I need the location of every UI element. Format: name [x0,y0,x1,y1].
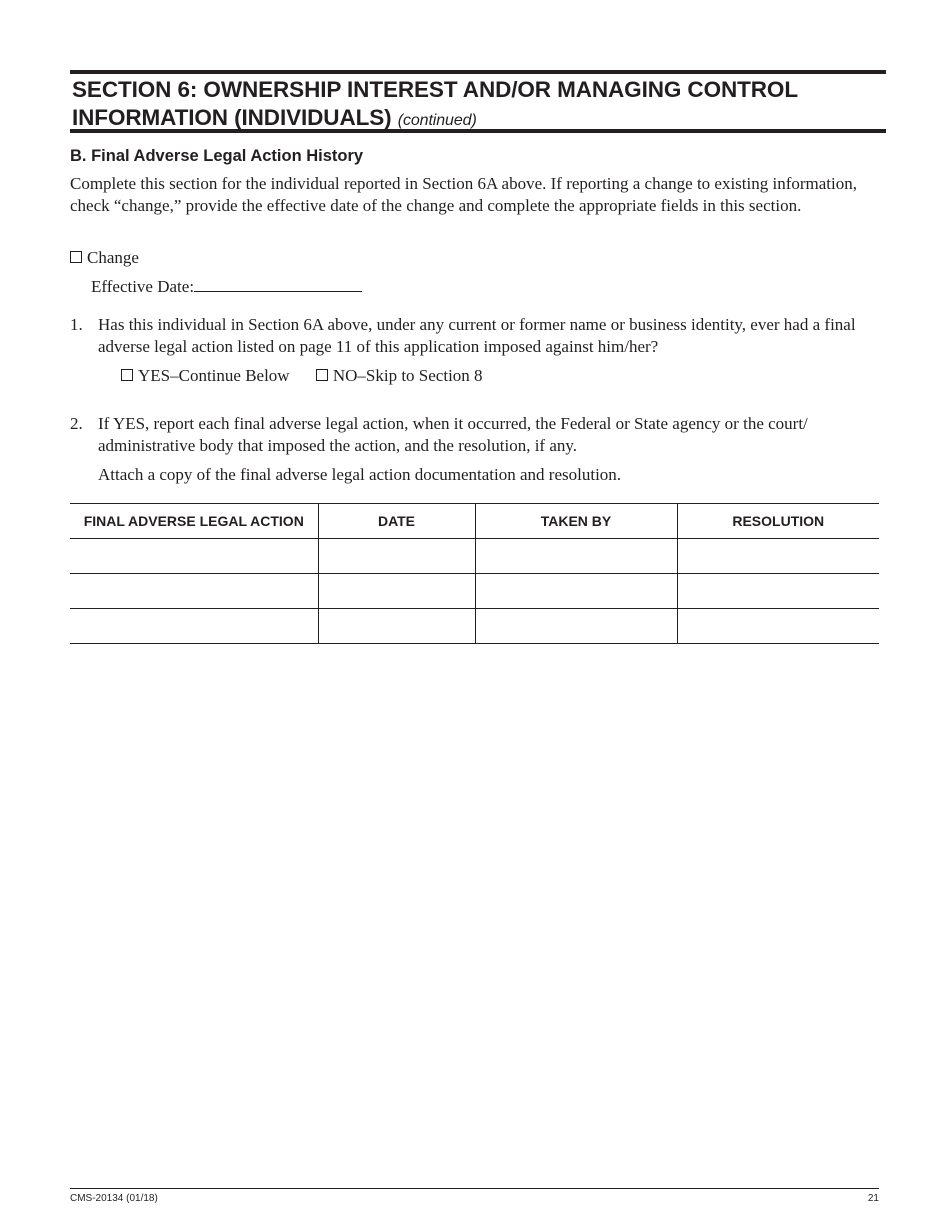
column-header-resolution: RESOLUTION [677,504,879,539]
effective-date-row [91,274,362,297]
effective-date-field[interactable] [194,274,362,292]
effective-date-label: Effective Date: [91,277,195,296]
cell-taken-by[interactable] [475,609,677,644]
yes-label: YES–Continue Below [138,366,290,385]
question-text: Has this individual in Section 6A above, under any current or former name or business identity, ever had a final adverse legal action listed on page 11 of this application imposed against him/her? [98,315,856,356]
attach-note: Attach a copy of the final adverse legal action documentation and resolution. [98,465,622,484]
cell-resolution[interactable] [677,539,879,574]
question-1-options [121,366,483,386]
adverse-action-table [70,503,879,644]
question-number: 1. [70,315,83,334]
section-title-line2: INFORMATION (INDIVIDUALS) [72,105,392,130]
yes-checkbox[interactable] [121,369,133,381]
table-row [70,609,879,644]
cell-resolution[interactable] [677,609,879,644]
footer-divider [70,1188,879,1189]
page-number: 21 [867,1193,879,1204]
change-checkbox[interactable] [70,251,82,263]
question-2 [70,413,882,457]
cell-action[interactable] [70,574,318,609]
continued-label: (continued) [397,112,477,129]
cell-date[interactable] [318,609,475,644]
column-header-taken-by: TAKEN BY [475,504,677,539]
intro-paragraph: Complete this section for the individual reported in Section 6A above. If reporting a change to existing information, check “change,” provide the effective date of the change and complete the appropriate fields in this section. [70,174,858,215]
column-header-date: DATE [318,504,475,539]
section-title [72,76,884,135]
no-option[interactable] [316,366,483,386]
cell-resolution[interactable] [677,574,879,609]
section-header [70,70,886,133]
subsection-heading: B. Final Adverse Legal Action History [70,147,364,165]
form-id: CMS-20134 (01/18) [70,1193,158,1204]
table-header-row [70,504,879,539]
section-title-line1: SECTION 6: OWNERSHIP INTEREST AND/OR MANAGING CONTROL [72,77,798,102]
table-row [70,539,879,574]
cell-date[interactable] [318,574,475,609]
column-header-action: FINAL ADVERSE LEGAL ACTION [70,504,318,539]
table-row [70,574,879,609]
cell-taken-by[interactable] [475,539,677,574]
change-option[interactable] [70,248,139,268]
cell-date[interactable] [318,539,475,574]
yes-option[interactable] [121,366,290,386]
cell-action[interactable] [70,539,318,574]
question-number: 2. [70,414,83,433]
no-label: NO–Skip to Section 8 [332,366,483,385]
question-text: If YES, report each final adverse legal action, when it occurred, the Federal or State agency or the court/ administrative body that imposed the action, and the resolution, if any. [98,414,808,455]
no-checkbox[interactable] [316,369,328,381]
change-label: Change [87,248,139,267]
cell-taken-by[interactable] [475,574,677,609]
question-1 [70,314,882,358]
cell-action[interactable] [70,609,318,644]
